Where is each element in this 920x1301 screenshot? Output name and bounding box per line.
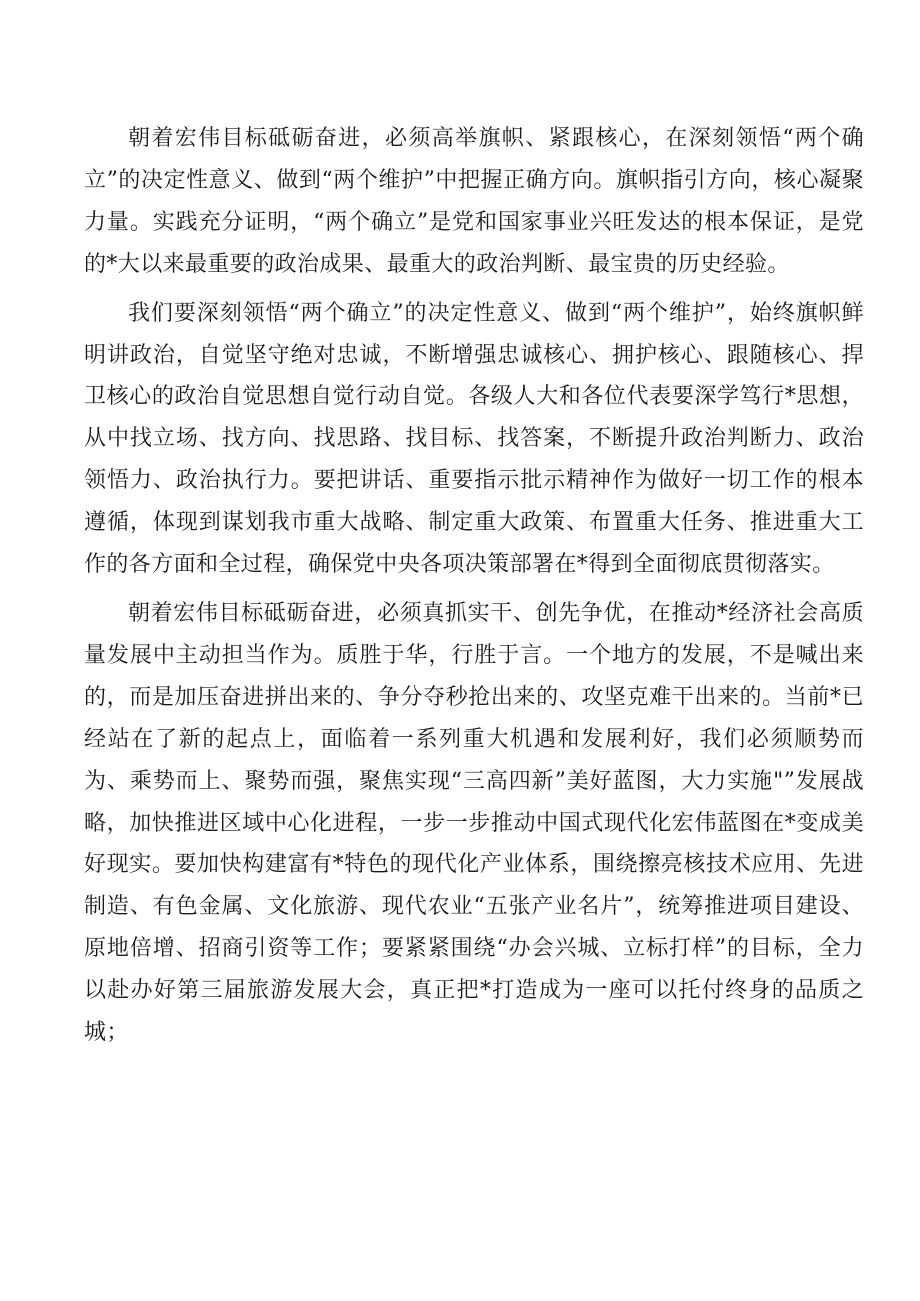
paragraph-1: 朝着宏伟目标砥砺奋进，必须高举旗帜、紧跟核心，在深刻领悟“两个确立”的决定性意义、做到“两个维护”中把握正确方向。旗帜指引方向，核心凝聚力量。实践充分证明，“两个确立”是党和国家事业兴旺发达的根本保证，是党的*大以来最重要的政治成果、最重大的政治判断、最宝贵的历史经验。 <box>84 126 864 277</box>
document-body <box>84 118 864 1061</box>
paragraph-3: 朝着宏伟目标砥砺奋进，必须真抓实干、创先争优，在推动*经济社会高质量发展中主动担当作为。质胜于华，行胜于言。一个地方的发展，不是喊出来的，而是加压奋进拼出来的、争分夺秒抢出来的、攻坚克难干出来的。当前*已经站在了新的起点上，面临着一系列重大机遇和发展利好，我们必须顺势而为、乘势而上、聚势而强，聚焦实现“三高四新”美好蓝图，大力实施"”发展战略，加快推进区域中心化进程，一步一步推动中国式现代化宏伟蓝图在*变成美好现实。要加快构建富有*特色的现代化产业体系，围绕擦亮核技术应用、先进制造、有色金属、文化旅游、现代农业“五张产业名片”，统筹推进项目建设、原地倍增、招商引资等工作；要紧紧围绕“办会兴城、立标打样”的目标，全力以赴办好第三届旅游发展大会，真正把*打造成为一座可以托付终身的品质之城； <box>84 600 864 1046</box>
paragraph-2: 我们要深刻领悟“两个确立”的决定性意义、做到“两个维护”，始终旗帜鲜明讲政治，自觉坚守绝对忠诚，不断增强忠诚核心、拥护核心、跟随核心、捍卫核心的政治自觉思想自觉行动自觉。各级人大和各位代表要深学笃行*思想，从中找立场、找方向、找思路、找目标、找答案，不断提升政治判断力、政治领悟力、政治执行力。要把讲话、重要指示批示精神作为做好一切工作的根本遵循，体现到谋划我市重大战略、制定重大政策、布置重大任务、推进重大工作的各方面和全过程，确保党中央各项决策部署在*得到全面彻底贯彻落实。 <box>84 300 864 578</box>
